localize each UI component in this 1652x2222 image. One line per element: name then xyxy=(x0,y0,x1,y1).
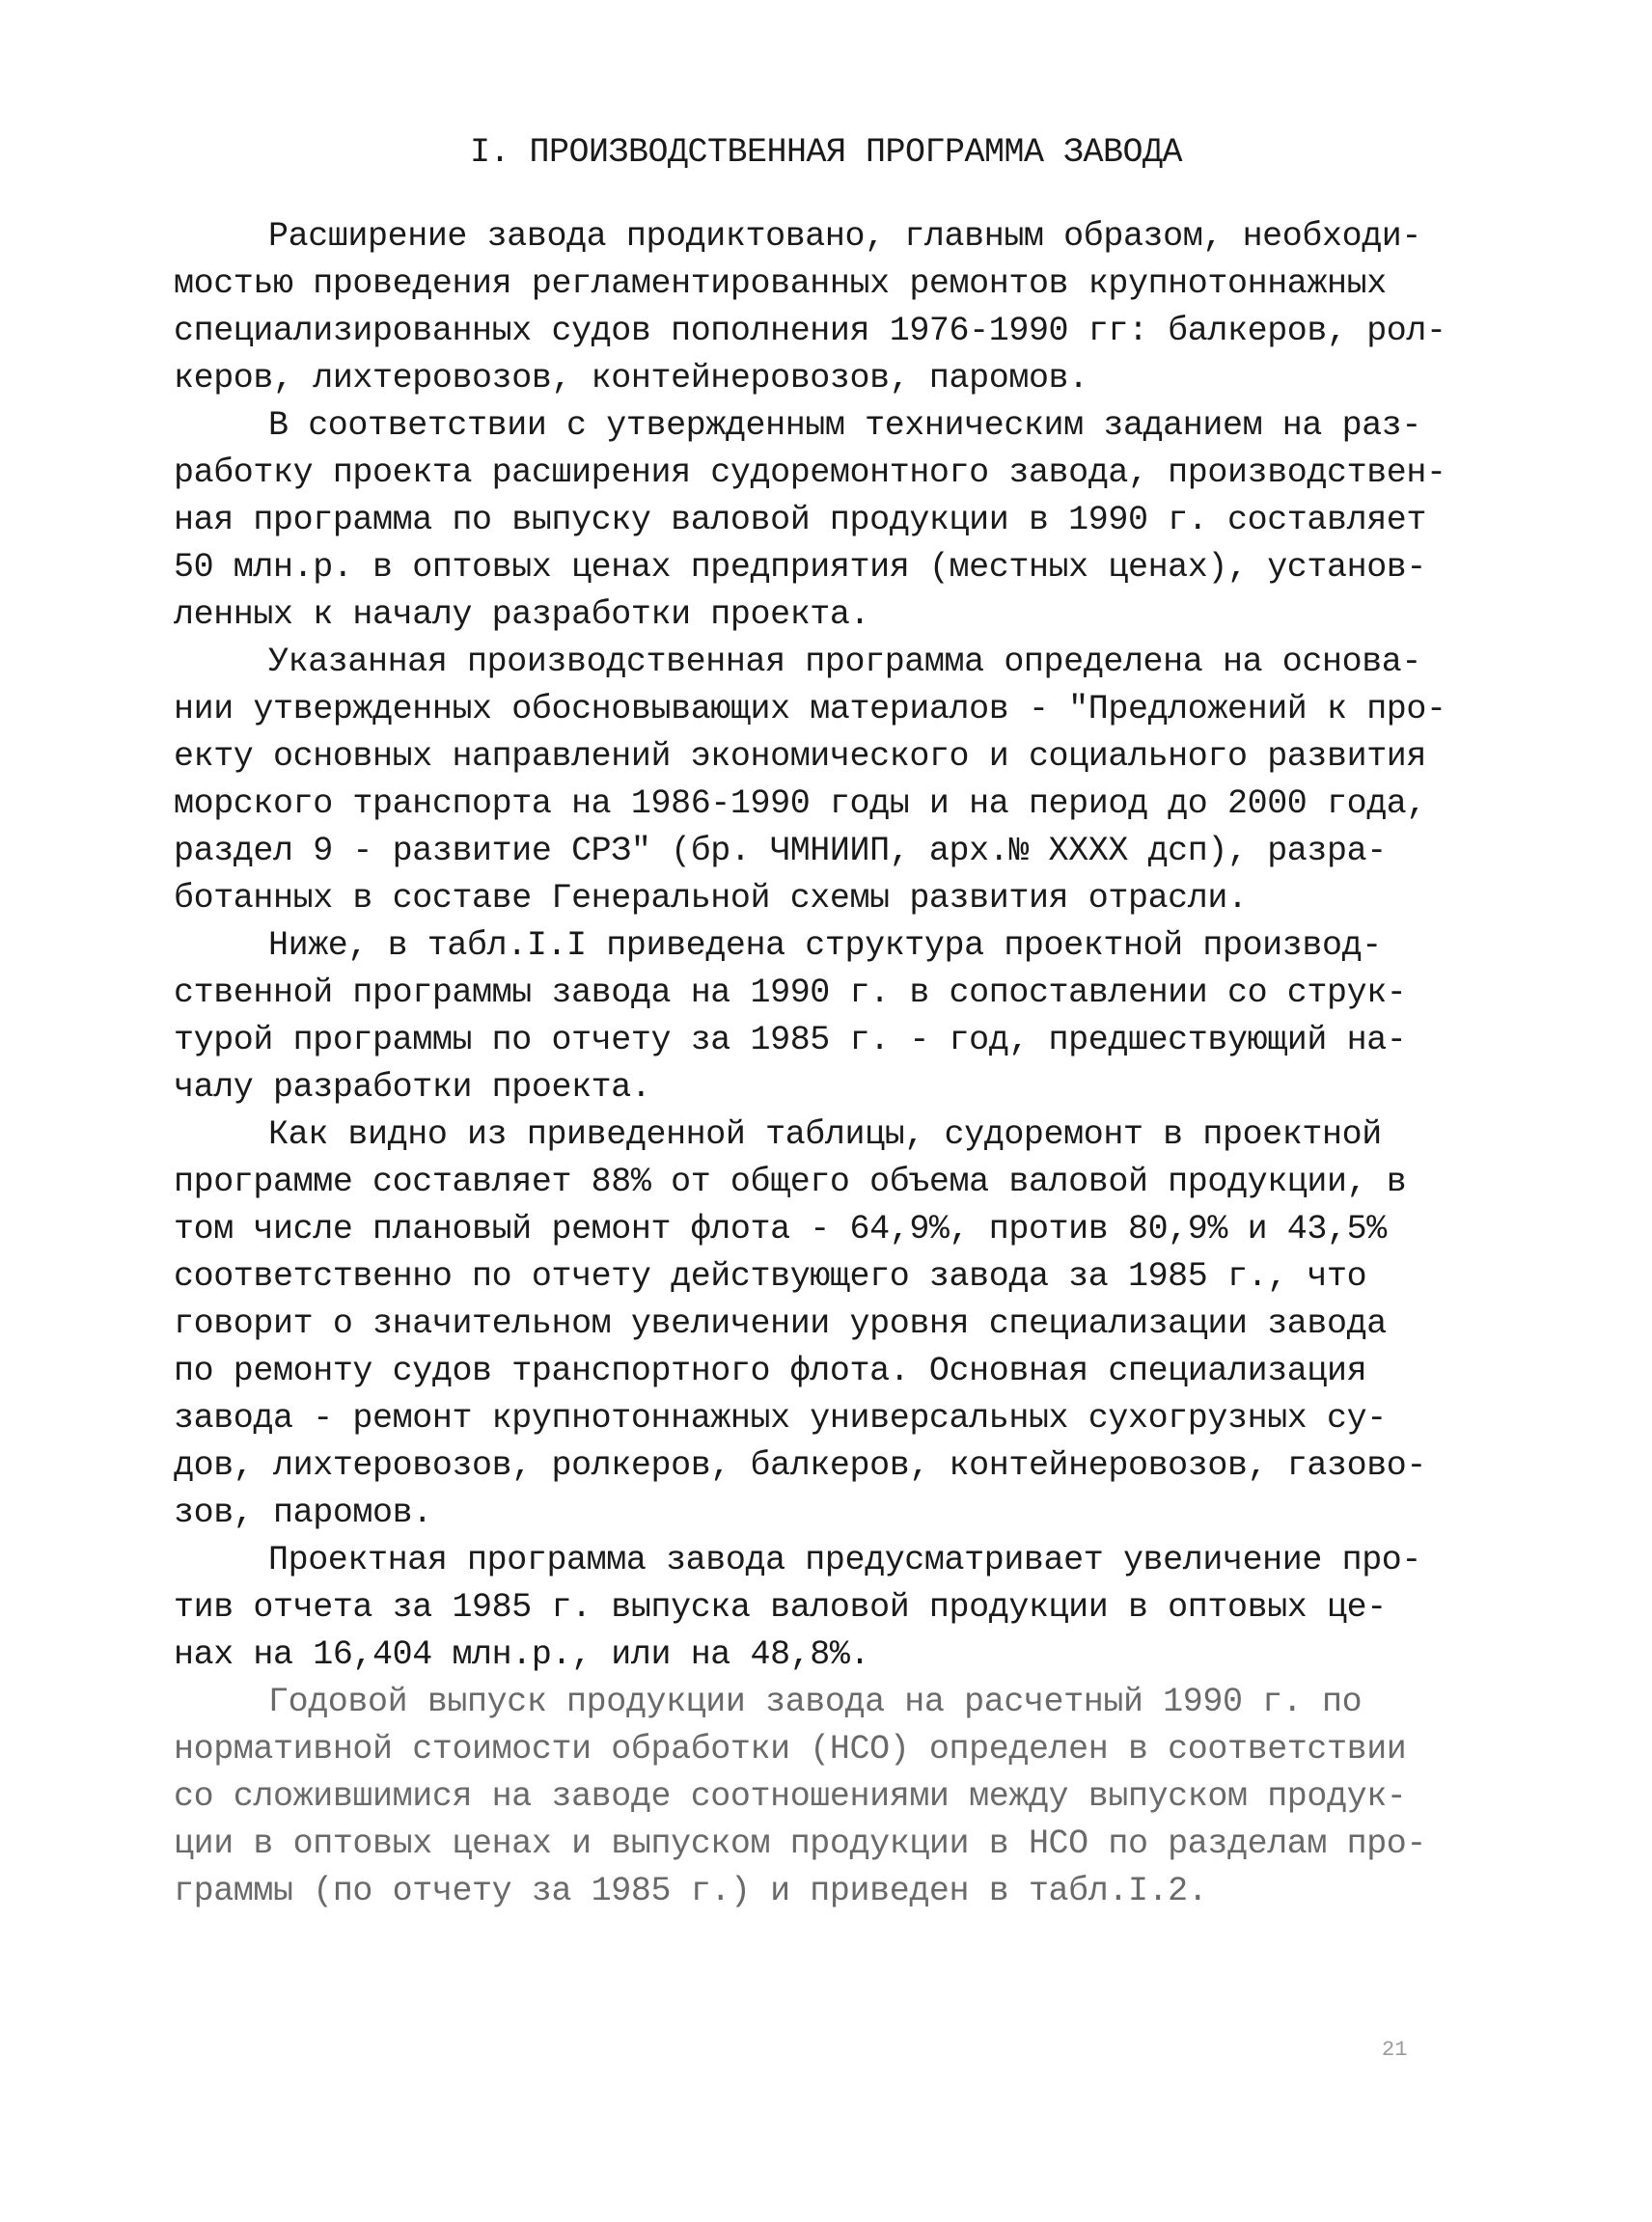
text-line: ции в оптовых ценах и выпуском продукции в НСО по разделам про- xyxy=(174,1824,1427,1863)
text-line: по ремонту судов транспортного флота. Основная специализация xyxy=(174,1352,1367,1390)
text-line: завода - ремонт крупнотоннажных универсальных сухогрузных су- xyxy=(174,1399,1387,1438)
text-line: граммы (по отчету за 1985 г.) и приведен в табл.I.2. xyxy=(174,1872,1208,1910)
text-line: Расширение завода продиктовано, главным образом, необходи- xyxy=(268,217,1421,256)
text-line: ленных к началу разработки проекта. xyxy=(174,595,870,634)
text-line: со сложившимися на заводе соотношениями между выпуском продук- xyxy=(174,1777,1407,1816)
text-line: нии утвержденных обосновывающих материалов - "Предложений к про- xyxy=(174,690,1446,728)
text-line: дов, лихтеровозов, ролкеров, балкеров, контейнеровозов, газово- xyxy=(174,1446,1427,1485)
text-line: программе составляет 88% от общего объема валовой продукции, в xyxy=(174,1163,1407,1201)
text-line: ная программа по выпуску валовой продукции в 1990 г. составляет xyxy=(174,501,1427,539)
text-line: ственной программы завода на 1990 г. в сопоставлении со струк- xyxy=(174,974,1407,1012)
text-line: Указанная производственная программа определена на основа- xyxy=(268,643,1421,681)
text-line: работку проекта расширения судоремонтного завода, производствен- xyxy=(174,453,1446,492)
text-line: раздел 9 - развитие СРЗ" (бр. ЧМНИИП, арх.№ XXXX дсп), разра- xyxy=(174,832,1387,870)
text-line: соответственно по отчету действующего завода за 1985 г., что xyxy=(174,1257,1367,1296)
text-line: турой программы по отчету за 1985 г. - год, предшествующий на- xyxy=(174,1021,1407,1059)
text-line: нах на 16,404 млн.р., или на 48,8%. xyxy=(174,1635,870,1674)
text-line: говорит о значительном увеличении уровня специализации завода xyxy=(174,1304,1387,1343)
section-title: I. ПРОИЗВОДСТВЕННАЯ ПРОГРАММА ЗАВОДА xyxy=(469,133,1183,172)
page-number: 21 xyxy=(1382,2038,1408,2062)
text-line: зов, паромов. xyxy=(174,1494,432,1532)
text-line: специализированных судов пополнения 1976-1990 гг: балкеров, рол- xyxy=(174,312,1446,350)
text-line: Как видно из приведенной таблицы, судоремонт в проектной xyxy=(268,1115,1382,1154)
text-line: мостью проведения регламентированных ремонтов крупнотоннажных xyxy=(174,264,1387,303)
text-line: екту основных направлений экономического и социального развития xyxy=(174,737,1427,776)
text-line: Ниже, в табл.I.I приведена структура проектной производ- xyxy=(268,926,1382,965)
text-line: нормативной стоимости обработки (НСО) определен в соответствии xyxy=(174,1730,1407,1769)
text-line: том числе плановый ремонт флота - 64,9%, против 80,9% и 43,5% xyxy=(174,1210,1387,1248)
text-line: морского транспорта на 1986-1990 годы и на период до 2000 года, xyxy=(174,784,1427,823)
text-line: чалу разработки проекта. xyxy=(174,1068,651,1107)
text-line: тив отчета за 1985 г. выпуска валовой продукции в оптовых це- xyxy=(174,1588,1387,1627)
text-line: В соответствии с утвержденным техническим заданием на раз- xyxy=(268,406,1421,445)
text-line: Годовой выпуск продукции завода на расчетный 1990 г. по xyxy=(268,1683,1363,1721)
text-line: Проектная программа завода предусматривает увеличение про- xyxy=(268,1541,1421,1579)
text-line: керов, лихтеровозов, контейнеровозов, паромов. xyxy=(174,359,1088,398)
text-line: 50 млн.р. в оптовых ценах предприятия (местных ценах), установ- xyxy=(174,548,1427,587)
text-line: ботанных в составе Генеральной схемы развития отрасли. xyxy=(174,879,1248,918)
